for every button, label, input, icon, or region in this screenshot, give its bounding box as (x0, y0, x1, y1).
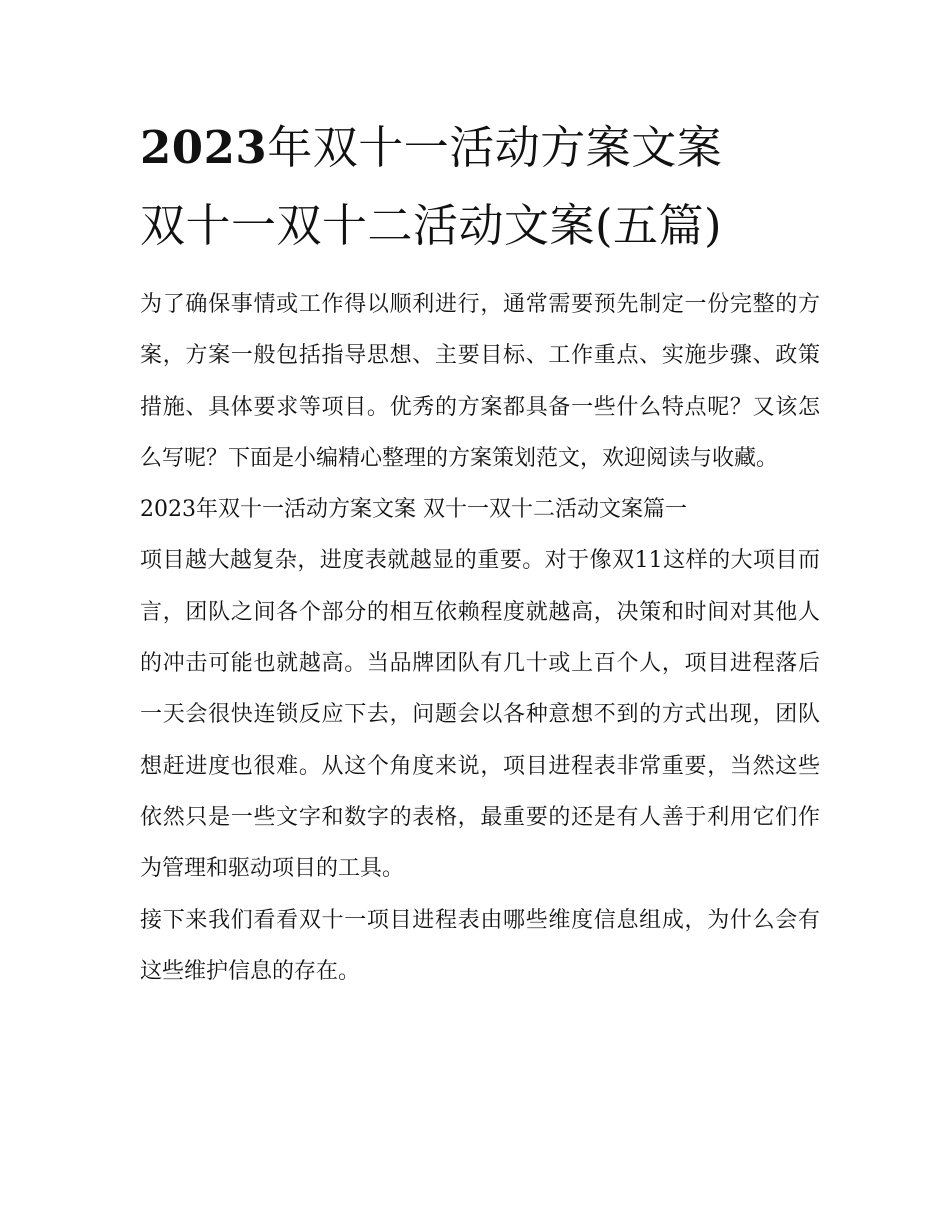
section-heading: 2023年双十一活动方案文案 双十一双十二活动文案篇一 (140, 497, 687, 523)
intro-paragraph: 为了确保事情或工作得以顺利进行，通常需要预先制定一份完整的方案，方案一般包括指导思想、主要目标、工作重点、实施步骤、政策措施、具体要求等项目。优秀的方案都具备一些什么特点呢？又该怎么写呢？下面是小编精心整理的方案策划范文，欢迎阅读与收藏。 (140, 292, 820, 471)
document-title-line-2: 双十一双十二活动文案(五篇) (140, 199, 723, 252)
document-title-line-1 (140, 112, 820, 184)
title-line-1-text: 年双十一活动方案文案 (267, 121, 723, 174)
document-page (140, 112, 820, 997)
body-paragraph-2: 接下来我们看看双十一项目进程表由哪些维度信息组成，为什么会有这些维护信息的存在。 (140, 907, 820, 984)
body-paragraph-1: 项目越大越复杂，进度表就越显的重要。对于像双11这样的大项目而言，团队之间各个部分的相互依赖程度就越高，决策和时间对其他人的冲击可能也就越高。当品牌团队有几十或上百个人，项目进程落后一天会很快连锁反应下去，问题会以各种意想不到的方式出现，团队想赶进度也很难。从这个角度来说，项目进程表非常重要，当然这些依然只是一些文字和数字的表格，最重要的还是有人善于利用它们作为管理和驱动项目的工具。 (140, 548, 820, 882)
title-year: 2023 (140, 121, 268, 174)
